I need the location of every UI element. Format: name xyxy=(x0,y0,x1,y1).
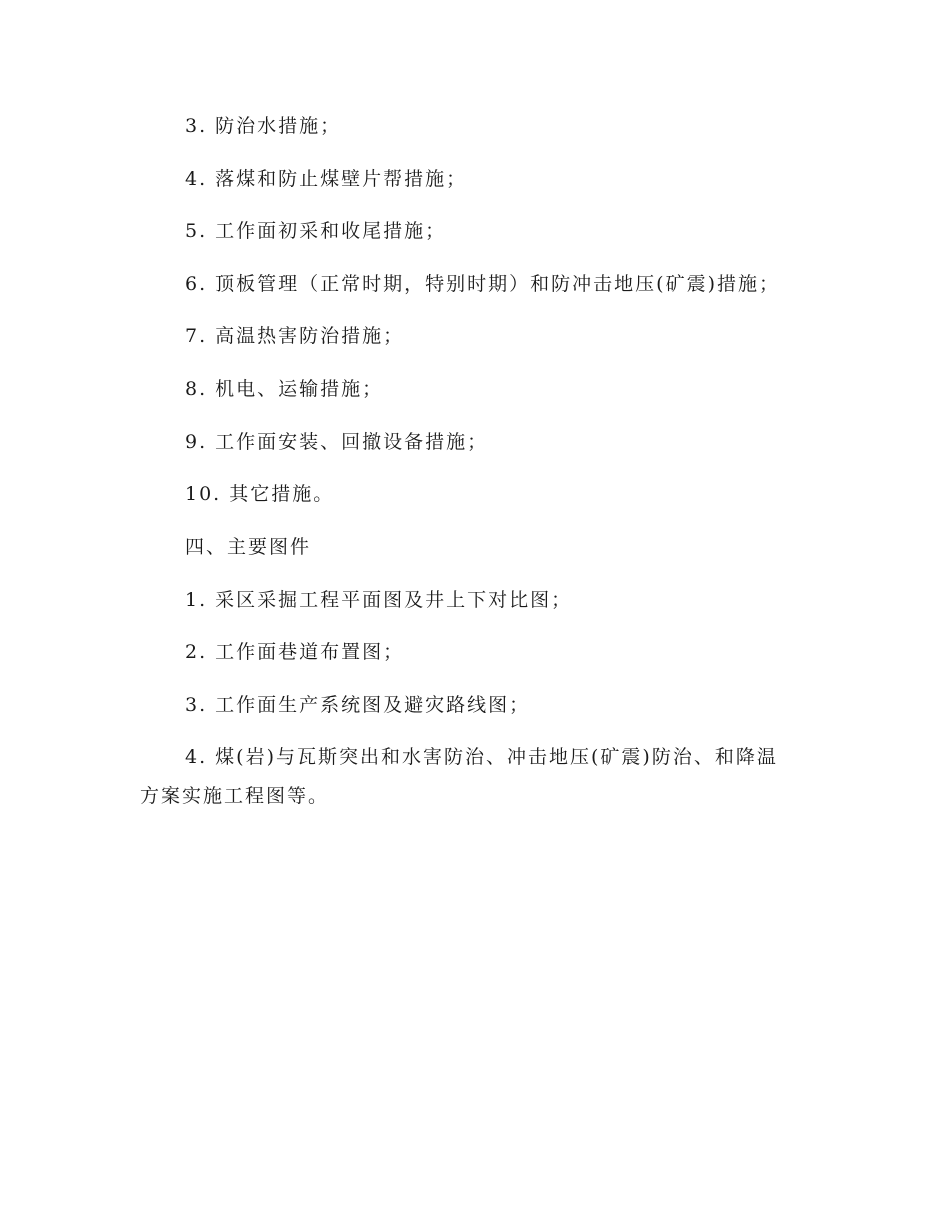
drawing-item-4-line2: 方案实施工程图等。 xyxy=(140,785,330,807)
drawing-item-1: 1. 采区采掘工程平面图及井上下对比图； xyxy=(185,589,573,611)
paragraph-item-6-roof-management: 6. 顶板管理（正常时期，特别时期）和防冲击地压(矿震)措施； xyxy=(185,273,780,295)
paragraph-item-8-electromechanical: 8. 机电、运输措施； xyxy=(185,378,384,400)
paragraph-item-3-water-control: 3. 防治水措施； xyxy=(185,115,342,137)
paragraph-item-4-coal-falling: 4. 落煤和防止煤壁片帮措施； xyxy=(185,168,468,190)
paragraph-item-5-initial-final-mining: 5. 工作面初采和收尾措施； xyxy=(185,220,447,242)
paragraph-item-10-other: 10. 其它措施。 xyxy=(185,483,335,505)
drawing-item-2: 2. 工作面巷道布置图； xyxy=(185,641,405,663)
paragraph-item-9-installation: 9. 工作面安装、回撤设备措施； xyxy=(185,431,489,453)
section-heading-main-drawings: 四、主要图件 xyxy=(185,536,312,558)
drawing-item-4-line1: 4. 煤(岩)与瓦斯突出和水害防治、冲击地压(矿震)防治、和降温 xyxy=(185,746,778,768)
paragraph-item-7-heat-control: 7. 高温热害防治措施； xyxy=(185,325,405,347)
drawing-item-3: 3. 工作面生产系统图及避灾路线图； xyxy=(185,694,531,716)
